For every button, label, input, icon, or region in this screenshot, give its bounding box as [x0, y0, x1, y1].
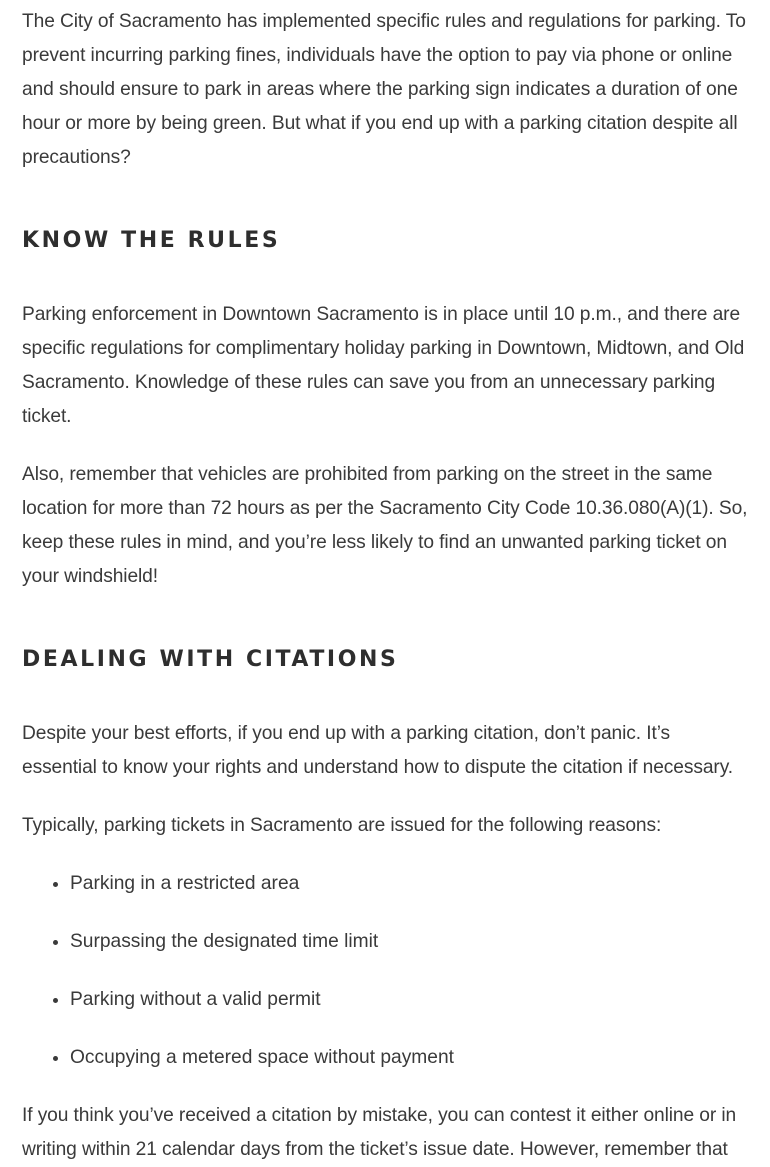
article-body [0, 5, 770, 1167]
citation-reasons-list [22, 867, 748, 1075]
list-item: • Surpassing the designated time limit [70, 925, 748, 959]
citations-paragraph: If you think you’ve received a citation by mistake, you can contest it either online or in writing within 21 calendar days from the ticket’s issue date. However, remember that [22, 1105, 737, 1160]
rules-paragraph: Also, remember that vehicles are prohibited from parking on the street in the same location for more than 72 hours as per the Sacramento City Code 10.36.080(A)(1). So, keep these rules in mind, and you’re less likely to find an unwanted parking ticket on your windshield! [22, 464, 748, 587]
list-item: • Parking without a valid permit [70, 983, 748, 1017]
list-item: • Parking in a restricted area [70, 867, 748, 901]
list-item: • Occupying a metered space without payment [70, 1041, 748, 1075]
citations-paragraph: Despite your best efforts, if you end up with a parking citation, don’t panic. It’s essential to know your rights and understand how to dispute the citation if necessary. [22, 723, 733, 778]
dealing-with-citations-heading: DEALING WITH CITATIONS [22, 647, 399, 672]
know-the-rules-heading: KNOW THE RULES [22, 228, 281, 253]
citations-paragraph: Typically, parking tickets in Sacramento are issued for the following reasons: [22, 815, 662, 836]
intro-paragraph: The City of Sacramento has implemented specific rules and regulations for parking. To prevent incurring parking fines, individuals have the option to pay via phone or online and should ensure to park in areas where the parking sign indicates a duration of one hour or more by being green. But what if you end up with a parking citation despite all precautions? [22, 11, 746, 168]
rules-paragraph: Parking enforcement in Downtown Sacramento is in place until 10 p.m., and there are specific regulations for complimentary holiday parking in Downtown, Midtown, and Old Sacramento. Knowledge of these rules can save you from an unnecessary parking ticket. [22, 304, 745, 427]
